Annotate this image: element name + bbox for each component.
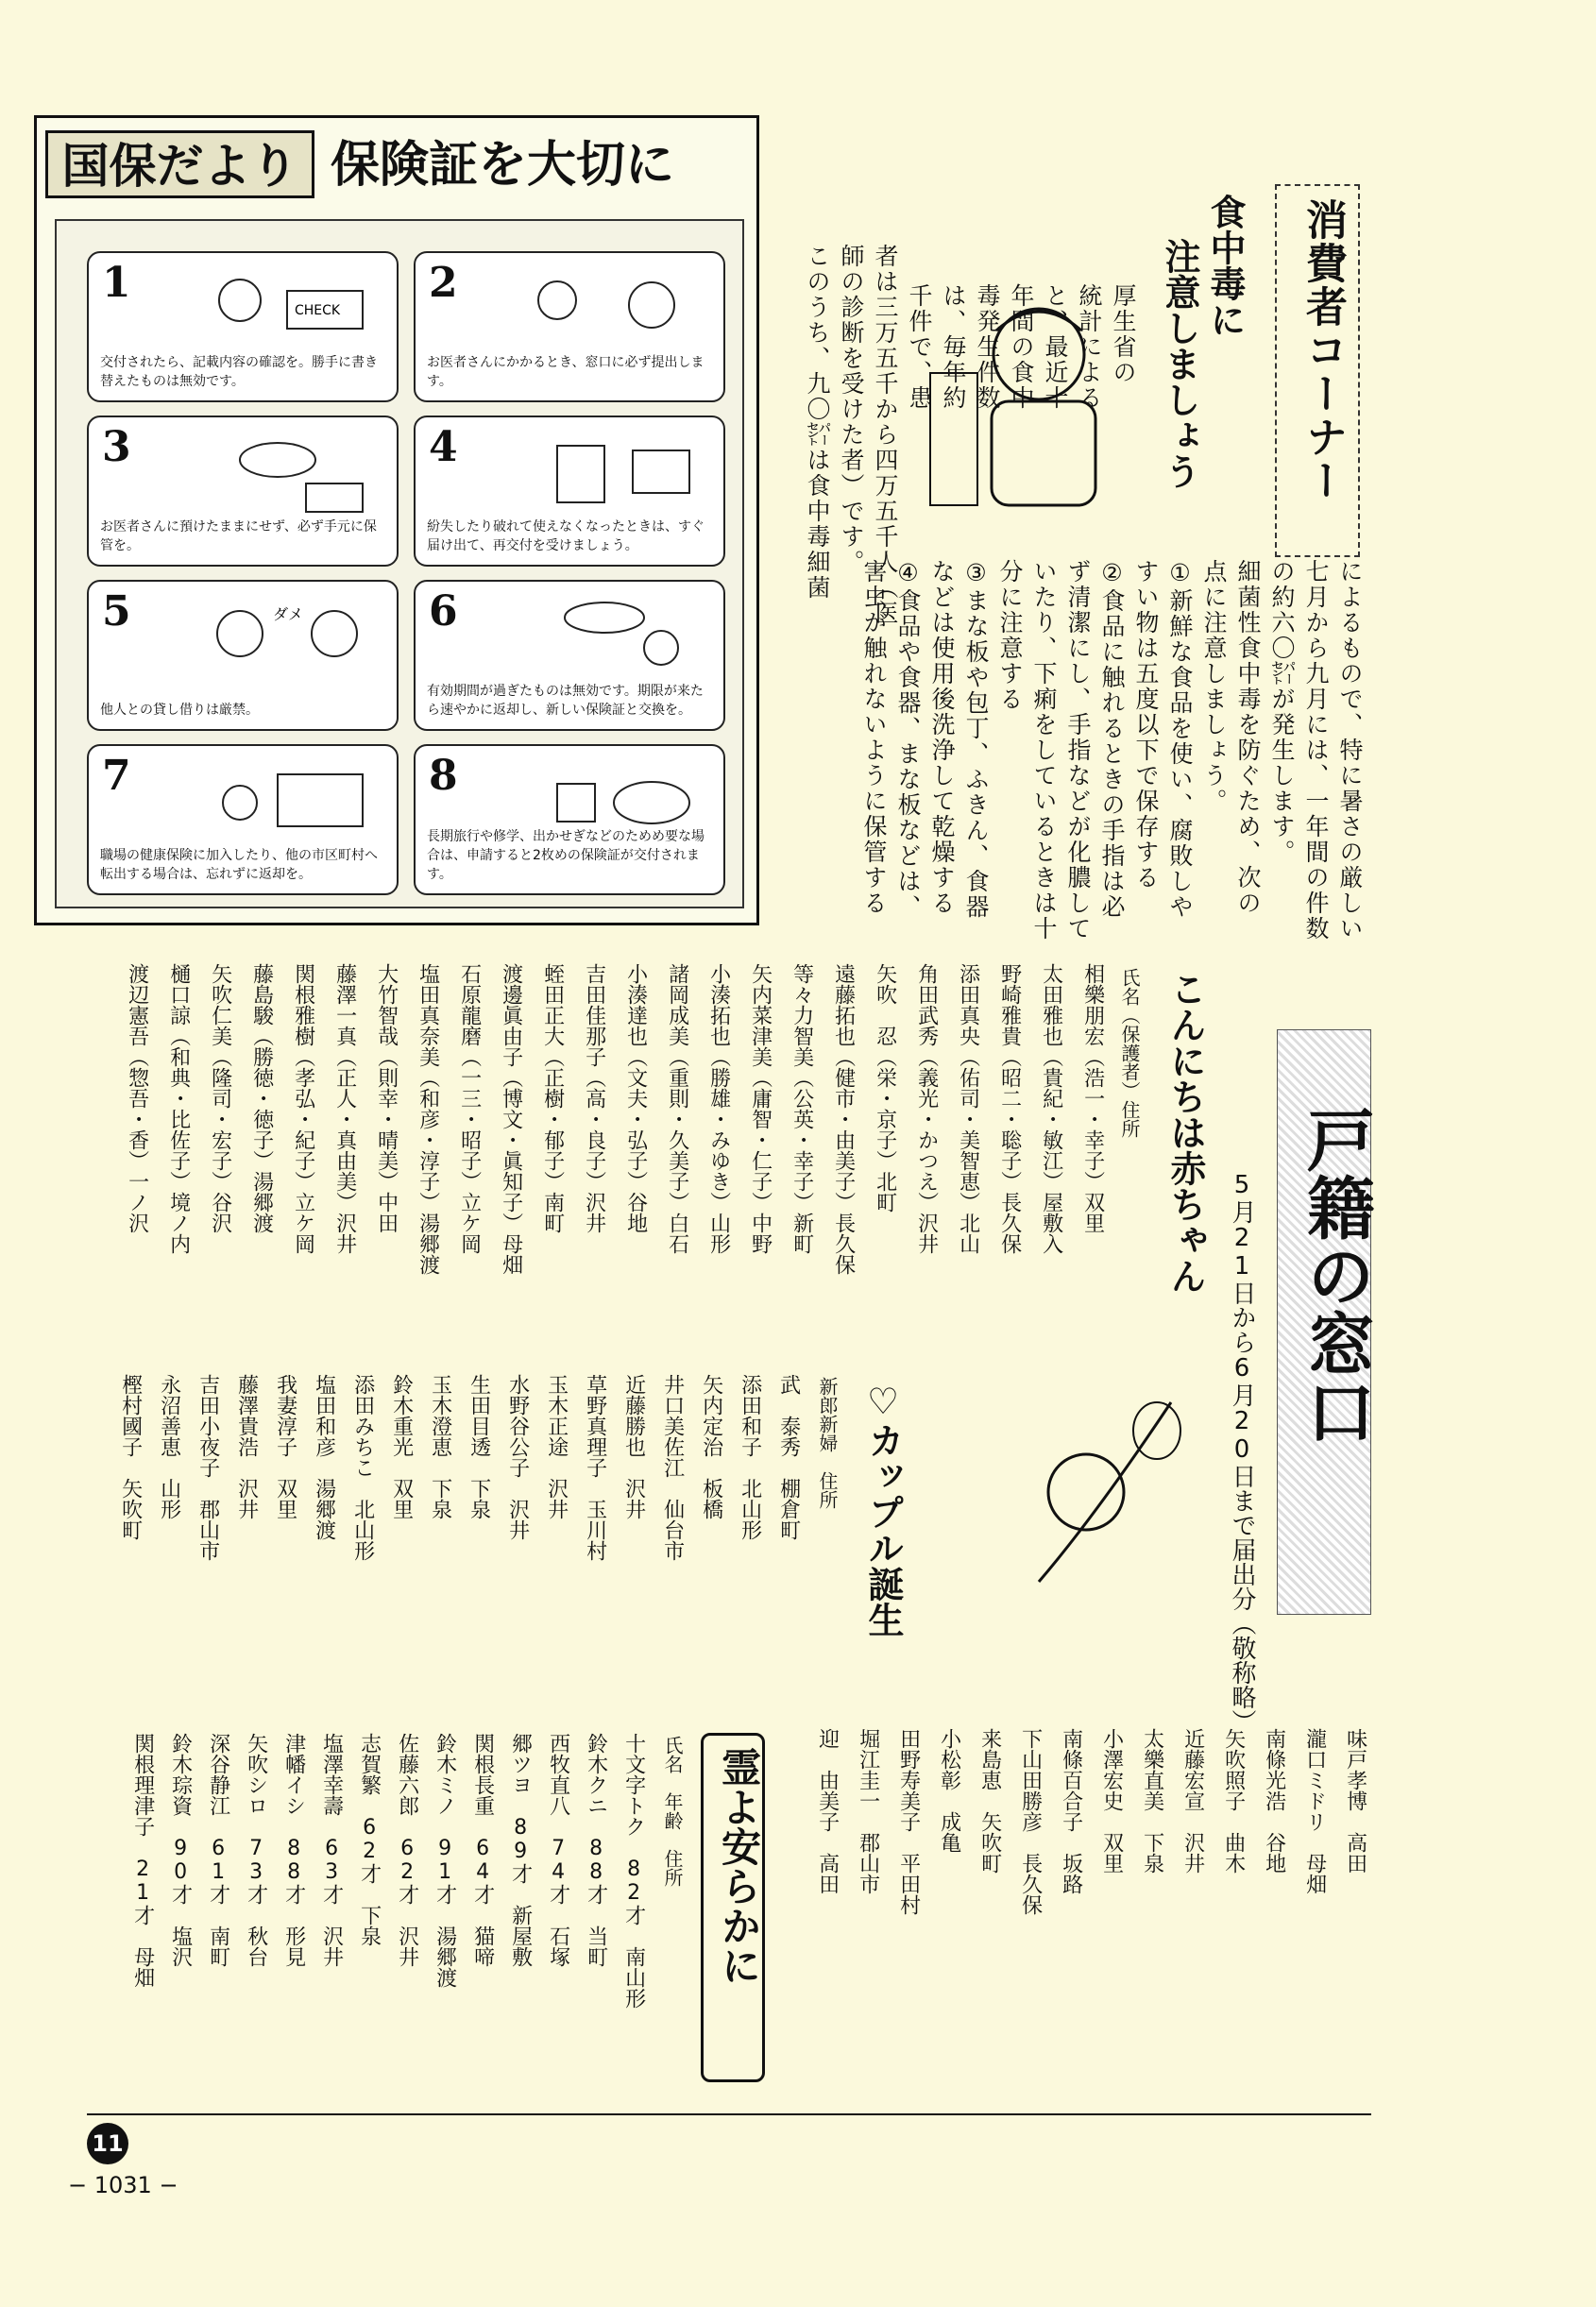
consumer-col: の約六〇㌫が発生します。 [1268,559,1296,865]
couple-entry: 田野寿美子 平田村 [896,1728,921,1915]
baby-title: こんにちは赤ちゃん [1164,971,1206,1294]
couple-entry: 堀江圭一 郡山市 [856,1728,880,1894]
couple-entry: 太樂直美 下泉 [1140,1728,1164,1874]
panel-8 [414,744,725,895]
panel-5 [87,580,399,731]
footer-rule [87,2113,1371,2115]
couple-entry: 水野谷公子 沢井 [505,1374,530,1540]
rei-entry: 志賀繁 62才 下泉 [357,1733,382,1946]
panel-text: 他人との貸し借りは厳禁。 [100,703,259,718]
couple-entry: 永沼善恵 山形 [157,1374,181,1519]
couple-entry: 南條百合子 坂路 [1059,1728,1083,1894]
panel-7 [87,744,399,895]
baby-entry: 諸岡成美（重則・久美子）白石 [665,963,689,1254]
consumer-title-1: 食中毒に [1204,194,1246,337]
panel-illustration-icon [501,263,708,357]
baby-entry: 藤島駿（勝徳・徳子）湯郷渡 [249,963,274,1233]
panel-number: 8 [429,752,458,800]
rei-entry: 鈴木琮資 90才 塩沢 [168,1733,193,1967]
couple-entry: 来島恵 矢吹町 [977,1728,1002,1874]
couple-entry: 玉木正途 沢井 [544,1374,569,1519]
panel-text: お医者さんにかかるとき、窓口に必ず提出します。 [427,355,705,389]
baby-entry: 小湊達也（文夫・弘子）谷地 [623,963,648,1233]
couple-entry: 草野真理子 玉川村 [583,1374,607,1561]
consumer-col: ②食品に触れるときの手指は必 [1098,559,1126,920]
panel-illustration-icon [174,263,382,357]
couple-entry: 近藤勝也 沢井 [621,1374,646,1519]
consumer-col: ①新鮮な食品を使い、腐敗しや [1166,559,1194,920]
rei-entry: 関根長重 64才 猫啼 [470,1733,495,1967]
rei-entry: 塩澤幸壽 63才 沢井 [319,1733,344,1967]
couple-entry: 瀧口ミドリ 母畑 [1302,1728,1327,1894]
koseki-title: 戸籍の窓口 [1296,1105,1375,1445]
rei-entry: 津幡イシ 88才 形見 [281,1733,306,1967]
baby-entry: 樋口諒（和典・比佐子）境ノ内 [166,963,191,1254]
consumer-col: によるもので、特に暑さの厳しい [1336,559,1364,941]
baby-entry: 大竹智哉（則幸・晴美）中田 [374,963,399,1233]
panel-number: 1 [102,259,131,307]
rei-entry: 関根理津子 21才 母畑 [130,1733,155,1988]
couple-entry: 下山田勝彦 長久保 [1018,1728,1043,1915]
rei-entry: 深谷静江 61才 南町 [206,1733,230,1967]
child-climbing-illustration-icon [982,1374,1199,1601]
consumer-col: 年間の食中 [1008,283,1035,411]
panel-illustration-icon [174,755,382,850]
rei-header: 氏名 年齢 住所 [661,1736,684,1887]
panel-number: 6 [429,587,458,636]
rei-entry: 佐藤六郎 62才 沢井 [395,1733,419,1967]
couples-title: ♡カップル誕生 [862,1381,904,1637]
panel-number: 7 [102,752,131,800]
baby-entry: 渡辺憲吾（惣吾・香）一ノ沢 [125,963,149,1233]
baby-entry: 藤澤一真（正人・真由美）沢井 [332,963,357,1254]
consumer-label: 消費者コーナー [1299,198,1347,502]
baby-entry: 小湊拓也（勝雄・みゆき）山形 [706,963,731,1254]
panel-text: 交付されたら、記載内容の確認を。勝手に書き替えたものは無効です。 [100,355,378,389]
couple-entry: 矢吹照子 曲木 [1221,1728,1246,1874]
consumer-col: 七月から九月には、一年間の件数 [1302,559,1330,941]
panel-3 [87,416,399,567]
baby-entry: 添田真央（佑司・美智恵）北山 [956,963,980,1254]
baby-entry: 渡邊眞由子（博文・眞知子）母畑 [499,963,523,1275]
kokuho-subtitle: 保険証を大切に [331,137,675,194]
couple-entry: 藤澤貴浩 沢井 [234,1374,259,1519]
panel-6 [414,580,725,731]
consumer-col: 点に注意しましょう。 [1200,559,1228,814]
couple-entry: 添田みちこ 北山形 [350,1374,375,1561]
baby-entry: 太田雅也（貴紀・敏江）屋敷入 [1039,963,1063,1254]
couple-entry: 矢内定治 板橋 [699,1374,723,1519]
svg-text:ダメ: ダメ [273,605,304,623]
consumer-col: 千件で、患 [906,283,933,411]
baby-entry: 塩田真奈美（和彦・淳子）湯郷渡 [416,963,440,1275]
baby-entry: 蛭田正大（正樹・郁子）南町 [540,963,565,1233]
panel-text: 職場の健康保険に加入したり、他の市区町村へ転出する場合は、忘れずに返却を。 [100,848,378,882]
rei-entry: 矢吹シロ 73才 秋台 [244,1733,268,1967]
couple-entry: 我妻淳子 双里 [273,1374,297,1519]
consumer-col: ④食品や食器、まな板などは、 [894,559,922,920]
rei-entry: 鈴木クニ 88才 当町 [584,1733,608,1967]
koseki-period: 5月21日から6月20日まで届出分（敬称略） [1228,1171,1256,1734]
baby-header: 氏名（保護者）住所 [1118,968,1141,1138]
couples-header: 新郎新婦 住所 [816,1377,839,1509]
consumer-title-2: 注意しましょう [1159,238,1200,489]
rei-title: 霊よ安らかに [716,1747,762,1985]
rei-entry: 十文字トク 82才 南山形 [621,1733,646,2009]
baby-entry: 矢吹仁美（隆司・宏子）谷沢 [208,963,232,1233]
baby-entry: 吉田佳那子（高・良子）沢井 [582,963,606,1233]
panel-1 [87,251,399,402]
baby-entry: 角田武秀（義光・かつえ）沢井 [914,963,939,1254]
consumer-col: ず清潔にし、手指などが化膿して [1064,559,1092,941]
couple-entry: 迎 由美子 高田 [815,1728,840,1894]
panel-4 [414,416,725,567]
panel-illustration-icon [501,591,708,686]
consumer-col: は、毎年約 [940,283,967,411]
panel-2 [414,251,725,402]
baby-entry: 遠藤拓也（健市・由美子）長久保 [831,963,856,1275]
baby-entry: 関根雅樹（孝弘・紀子）立ケ岡 [291,963,315,1254]
consumer-col: 者は三万五千から四万五千人（医 [872,244,899,626]
page-badge: 11 [87,2123,128,2164]
baby-entry: 矢内菜津美（庸智・仁子）中野 [748,963,773,1254]
consumer-col: と、最近十 [1042,283,1069,411]
couple-entry: 井口美佐江 仙台市 [660,1374,685,1561]
baby-entry: 石原龍磨（一三・昭子）立ケ岡 [457,963,482,1254]
consumer-col: 統計による [1076,283,1103,411]
panel-text: お医者さんに預けたままにせず、必ず手元に保管を。 [100,519,377,553]
panel-illustration-icon [501,427,708,521]
consumer-col: ③まな板や包丁、ふきん、食器 [962,559,990,920]
couple-entry: 武 泰秀 棚倉町 [776,1374,801,1540]
panel-number: 4 [429,423,458,471]
kokuho-title: 国保だより [45,130,314,198]
baby-entry: 等々力智美（公英・幸子）新町 [790,963,814,1254]
panel-number: 5 [102,587,131,636]
couple-entry: 味戸孝博 高田 [1343,1728,1367,1874]
panel-illustration-icon [174,591,382,686]
couple-entry: 生田目透 下泉 [467,1374,491,1519]
couple-entry: 樫村國子 矢吹町 [118,1374,143,1540]
panel-text: 長期旅行や修学、出かせぎなどのためめ要な場合は、申請すると2枚めの保険証が交付されます。 [427,829,705,882]
couple-entry: 小澤宏史 双里 [1099,1728,1124,1874]
rei-entry: 鈴木ミノ 91才 湯郷渡 [433,1733,457,1988]
page-number: − 1031 − [68,2172,178,2198]
svg-text:CHECK: CHECK [295,303,341,318]
baby-entry: 野崎雅貴（昭二・聡子）長久保 [997,963,1022,1254]
couple-entry: 近藤宏宣 沢井 [1180,1728,1205,1874]
rei-entry: 郷ツヨ 89才 新屋敷 [508,1733,533,1967]
couple-entry: 添田和子 北山形 [738,1374,762,1540]
panel-number: 2 [429,259,458,307]
panel-text: 紛失したり破れて使えなくなったときは、すぐ届け出て、再交付を受けましょう。 [427,519,705,553]
consumer-col: 害虫が触れないように保管する [860,559,888,916]
consumer-col: 細菌性食中毒を防ぐため、次の [1234,559,1262,916]
rei-entry: 西牧直八 74才 石塚 [546,1733,570,1967]
couple-entry: 鈴木重光 双里 [389,1374,414,1519]
consumer-col: いたり、下痢をしているときは十 [1030,559,1058,941]
baby-entry: 相樂朋宏（浩一・幸子）双里 [1080,963,1105,1233]
consumer-col: 毒発生件数 [974,283,1001,411]
couple-entry: 玉木澄恵 下泉 [428,1374,452,1519]
consumer-col: 厚生省の [1110,283,1137,385]
consumer-col: 師の診断を受けた者）です。 [838,244,865,575]
consumer-col: このうち、九〇㌫は食中毒細菌 [804,244,831,601]
couple-entry: 南條光浩 谷地 [1262,1728,1286,1874]
consumer-col: 分に注意する [996,559,1024,712]
couple-entry: 吉田小夜子 郡山市 [195,1374,220,1561]
couple-entry: 小松彰 成亀 [937,1728,961,1853]
panel-number: 3 [102,423,131,471]
consumer-col: などは使用後洗浄して乾燥する [928,559,956,916]
baby-entry: 矢吹 忍（栄・京子）北町 [873,963,897,1213]
panel-illustration-icon [174,427,382,521]
consumer-col: すい物は五度以下で保存する [1132,559,1160,891]
panel-text: 有効期間が過ぎたものは無効です。期限が来たら速やかに返却し、新しい保険証と交換を。 [427,684,704,718]
couple-entry: 塩田和彦 湯郷渡 [312,1374,336,1540]
